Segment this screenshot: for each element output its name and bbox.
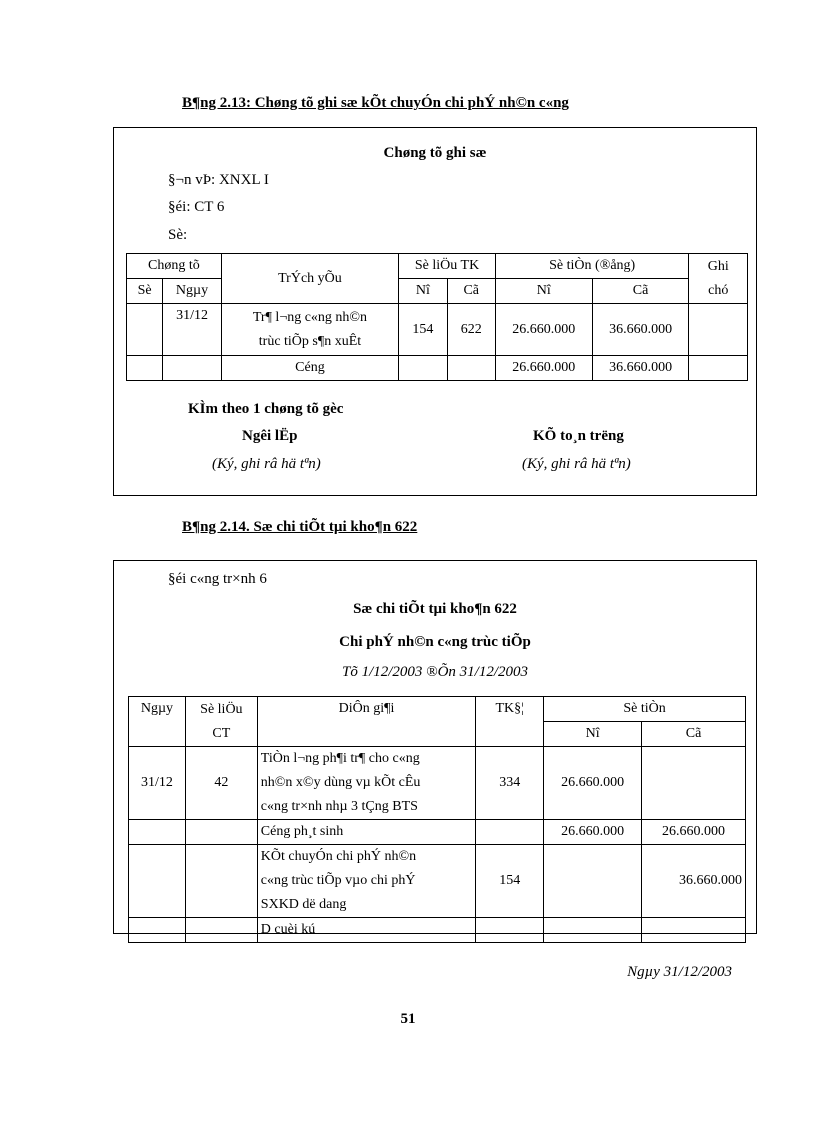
total-label: Céng <box>221 356 398 381</box>
ledger-row-debit: 26.660.000 <box>544 820 642 845</box>
header-note <box>689 254 748 304</box>
ledger-team: §éi c«ng tr×nh 6 <box>168 571 267 587</box>
voucher-team: §éi: CT 6 <box>168 199 225 215</box>
table-heading-2-14: B¶ng 2.14. Sæ chi tiÕt tµi kho¶n 622 <box>182 519 418 535</box>
ledger-table <box>128 696 746 943</box>
total-empty-5 <box>689 356 748 381</box>
signer-left-note: (Ký, ghi râ hä tªn) <box>212 456 321 472</box>
voucher-table <box>126 253 748 381</box>
row-doc-no <box>127 304 163 356</box>
header-credit-acc: Cã <box>447 279 495 304</box>
row-summary-line2: trùc tiÕp s¶n xuÊt <box>258 333 362 349</box>
total-credit-amt: 36.660.000 <box>592 356 689 381</box>
header-amount: Sè tiÒn (®ång) <box>495 254 689 279</box>
ledger-row-desc <box>257 747 475 820</box>
row-summary-line1: Tr¶ l¬ng c«ng nh©n <box>252 309 368 325</box>
ledger-row-debit <box>544 845 642 918</box>
ledger-row-desc: Céng ph¸t sinh <box>257 820 475 845</box>
row-debit-amt: 26.660.000 <box>495 304 592 356</box>
attach-note: KÌm theo 1 chøng tõ gèc <box>188 401 344 417</box>
voucher-number: Sè: <box>168 227 188 243</box>
ledger-header-credit: Cã <box>642 722 746 747</box>
ledger-row-acc <box>476 820 544 845</box>
table-row <box>129 918 746 943</box>
page-number: 51 <box>400 1011 416 1027</box>
ledger-row-debit: 26.660.000 <box>544 747 642 820</box>
ledger-row-desc-line3: SXKD dë dang <box>260 897 347 912</box>
ledger-row-acc: 334 <box>476 747 544 820</box>
ledger-row-desc: D cuèi kú <box>257 918 475 943</box>
row-debit-acc: 154 <box>399 304 447 356</box>
ledger-period: Tõ 1/12/2003 ®Õn 31/12/2003 <box>342 664 528 680</box>
ledger-header-doc-line2: CT <box>212 725 231 741</box>
ledger-header-date: Ngµy <box>129 697 186 747</box>
header-account: Sè liÖu TK <box>399 254 496 279</box>
row-note <box>689 304 748 356</box>
ledger-row-doc: 42 <box>185 747 257 820</box>
total-empty-2 <box>163 356 221 381</box>
table-row <box>129 747 746 820</box>
signer-right-note: (Ký, ghi râ hä tªn) <box>522 456 631 472</box>
header-doc-date: Ngµy <box>163 279 221 304</box>
ledger-row-credit: 36.660.000 <box>642 845 746 918</box>
ledger-row-desc <box>257 845 475 918</box>
ledger-footer-date: Ngµy 31/12/2003 <box>627 964 732 980</box>
ledger-row-credit <box>642 918 746 943</box>
voucher-title: Chøng tõ ghi sæ <box>383 145 487 161</box>
ledger-row-desc-line2: nh©n x©y dùng vµ kÕt cÊu <box>260 775 421 790</box>
header-debit-acc: Nî <box>399 279 447 304</box>
table-heading-2-13: B¶ng 2.13: Chøng tõ ghi sæ kÕt chuyÓn chi phÝ nh©n c«ng <box>182 95 569 111</box>
header-amount-credit: Cã <box>592 279 689 304</box>
ledger-subtitle: Chi phÝ nh©n c«ng trùc tiÕp <box>339 634 531 650</box>
ledger-row-desc-line1: TiÒn l¬ng ph¶i tr¶ cho c«ng <box>260 751 420 766</box>
signer-right: KÕ to¸n trëng <box>533 428 624 444</box>
ledger-row-desc-line1: KÕt chuyÓn chi phÝ nh©n <box>260 849 417 864</box>
total-empty-4 <box>447 356 495 381</box>
header-summary: TrÝch yÕu <box>221 254 398 304</box>
ledger-row-credit: 26.660.000 <box>642 820 746 845</box>
ledger-header-desc: DiÔn gi¶i <box>257 697 475 747</box>
ledger-row-date <box>129 918 186 943</box>
ledger-header-doc-line1: Sè liÖu <box>200 701 243 717</box>
signer-left: Ngêi lËp <box>242 428 298 444</box>
ledger-row-doc <box>185 820 257 845</box>
header-amount-debit: Nî <box>495 279 592 304</box>
ledger-header-doc <box>185 697 257 747</box>
table-row <box>129 820 746 845</box>
ledger-row-desc-line3: c«ng tr×nh nhµ 3 tÇng BTS <box>260 799 418 814</box>
ledger-row-date <box>129 845 186 918</box>
ledger-row-acc: 154 <box>476 845 544 918</box>
header-note-text: Ghi chó <box>707 258 729 298</box>
row-credit-acc: 622 <box>447 304 495 356</box>
ledger-header-amount: Sè tiÒn <box>544 697 746 722</box>
ledger-header-acc: TK§¦ <box>476 697 544 747</box>
ledger-row-date: 31/12 <box>129 747 186 820</box>
ledger-row-acc <box>476 918 544 943</box>
ledger-row-doc <box>185 918 257 943</box>
total-debit-amt: 26.660.000 <box>495 356 592 381</box>
table-row <box>129 845 746 918</box>
header-doc: Chøng tõ <box>127 254 222 279</box>
row-summary <box>221 304 398 356</box>
row-doc-date: 31/12 <box>163 304 221 356</box>
ledger-row-debit <box>544 918 642 943</box>
ledger-row-desc-line2: c«ng trùc tiÕp vµo chi phÝ <box>260 873 416 888</box>
ledger-header-debit: Nî <box>544 722 642 747</box>
total-empty-1 <box>127 356 163 381</box>
row-credit-amt: 36.660.000 <box>592 304 689 356</box>
total-empty-3 <box>399 356 447 381</box>
ledger-row-credit <box>642 747 746 820</box>
ledger-title: Sæ chi tiÕt tµi kho¶n 622 <box>353 601 517 617</box>
voucher-unit: §¬n vÞ: XNXL I <box>168 172 269 188</box>
ledger-row-date <box>129 820 186 845</box>
ledger-row-doc <box>185 845 257 918</box>
header-doc-no: Sè <box>127 279 163 304</box>
